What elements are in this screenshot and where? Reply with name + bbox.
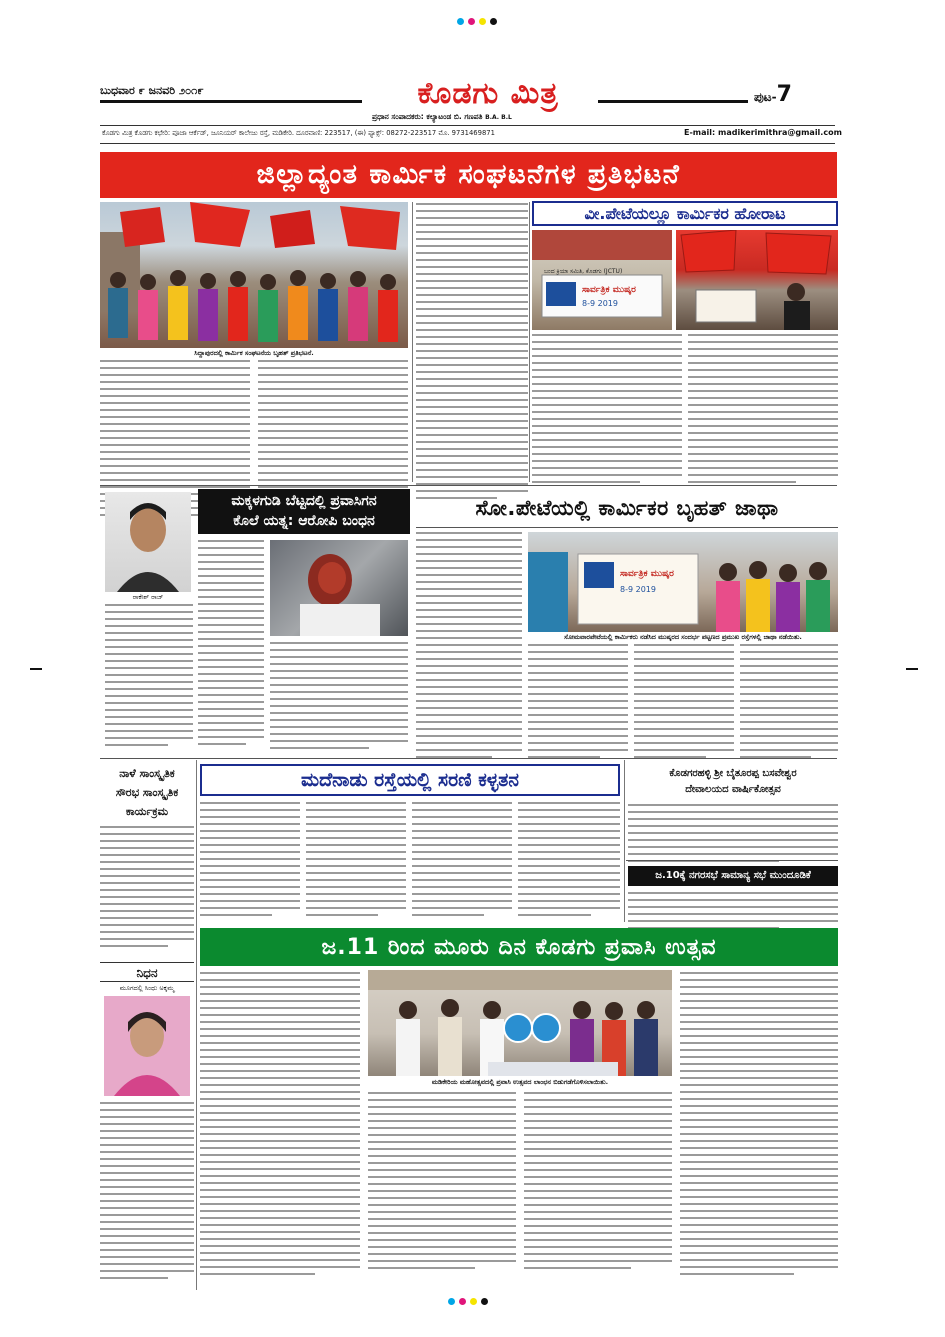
culture-article-text bbox=[100, 826, 194, 952]
registration-dot-magenta bbox=[468, 18, 475, 25]
registration-dot-cyan bbox=[457, 18, 464, 25]
obituary-headline: ನಿಧನ bbox=[100, 962, 194, 982]
festival-illustration bbox=[368, 970, 672, 1076]
makkala-article-col-3 bbox=[270, 642, 408, 754]
obituary-portrait bbox=[104, 996, 190, 1096]
spet-article-col-4 bbox=[634, 644, 734, 763]
festival-headline: ಜ.11 ರಿಂದ ಮೂರು ದಿನ ಕೊಡಗು ಪ್ರವಾಸಿ ಉತ್ಸವ bbox=[321, 934, 717, 960]
address-line: ಕೊಡಗು ಮಿತ್ರ ಕೊಡಗು ಕಛೇರಿ: ಪೂಜಾ ಆರ್ಕೆಡ್, ಜೂನಿಯರ್ ಕಾಲೇಜು ರಸ್ತೆ, ಮಡಿಕೇರಿ. ದೂರವಾಣಿ: 223517, (ಈ) ಫ್ಯಾಕ್ಸ್: 08272-223517 ಮೊ. 9731469871 bbox=[102, 129, 495, 137]
section-rule-2 bbox=[100, 758, 837, 759]
makkala-article-col-2 bbox=[198, 540, 264, 750]
temple-headline-1: ಕೊಡಗರಹಳ್ಳಿ ಶ್ರೀ ಬೈತೂರಪ್ಪ ಬಸವೇಶ್ವರ bbox=[669, 768, 797, 779]
registration-dot-left bbox=[30, 668, 42, 670]
culture-headline-block bbox=[100, 764, 194, 822]
theft-headline: ಮದೆನಾಡು ರಸ್ತೆಯಲ್ಲಿ ಸರಣಿ ಕಳ್ಳತನ bbox=[200, 764, 620, 796]
festival-article-col-1 bbox=[200, 972, 360, 1280]
editor-name: ಪ್ರಧಾನ ಸಂಪಾದಕರು: ಕಲ್ಯಾಟಂಡ ಬಿ. ಗಣಪತಿ bbox=[372, 112, 483, 121]
obituary-name: ಮೂಗದಲ್ಲಿ ಸಿಂಧು ಅಕ್ಕಮ್ಮ bbox=[119, 984, 175, 992]
address-bottom-rule bbox=[100, 143, 835, 144]
vpet-banner-strike-label: ಸಾರ್ವತ್ರಿಕ ಮುಷ್ಕರ bbox=[582, 285, 636, 295]
spet-banner-strike: ಸಾರ್ವತ್ರಿಕ ಮುಷ್ಕರ bbox=[620, 569, 674, 579]
editor-degree: B.A. B.L bbox=[485, 114, 512, 121]
makkala-article-col-1 bbox=[105, 604, 193, 751]
vpet-illustration-2 bbox=[676, 230, 838, 330]
festival-article-col-3 bbox=[524, 1092, 672, 1274]
registration-dot-yellow-bottom bbox=[470, 1298, 477, 1305]
spet-article-col-1 bbox=[416, 532, 522, 651]
column-rule-1 bbox=[412, 202, 413, 482]
theft-article-col-3 bbox=[412, 802, 512, 921]
issue-date: ಬುಧವಾರ ೯ ಜನವರಿ ೨೦೧೯ bbox=[100, 84, 204, 97]
registration-dot-right bbox=[906, 668, 918, 670]
victim-illustration bbox=[270, 540, 408, 636]
section-rule-1 bbox=[100, 485, 837, 486]
festival-headline-banner bbox=[200, 928, 838, 966]
festival-article-col-2 bbox=[368, 1092, 516, 1274]
spet-illustration bbox=[528, 532, 838, 632]
festival-article-col-4 bbox=[680, 972, 838, 1280]
spet-photo-caption: ಸೋಮವಾರಪೇಟೆಯಲ್ಲಿ ಕಾರ್ಮಿಕರು ನಡೆಸಿದ ಮುಷ್ಕರದ ಸಂದರ್ಭ ಪಟ್ಟಣದ ಪ್ರಮುಖ ರಸ್ತೆಗಳಲ್ಲಿ ಜಾಥಾ ನಡೆಯಿತು. bbox=[564, 633, 802, 641]
registration-dot-cyan-bottom bbox=[448, 1298, 455, 1305]
masthead-rule-right bbox=[598, 100, 748, 103]
spet-banner-date: 8-9 2019 bbox=[620, 585, 656, 594]
registration-dot-yellow bbox=[479, 18, 486, 25]
main-headline: ಜಿಲ್ಲಾದ್ಯಂತ ಕಾರ್ಮಿಕ ಸಂಘಟನೆಗಳ ಪ್ರತಿಭಟನೆ bbox=[256, 159, 681, 190]
temple-headline-2: ದೇವಾಲಯದ ವಾರ್ಷಿಕೋತ್ಸವ bbox=[685, 784, 781, 795]
spet-article-col-2 bbox=[416, 644, 522, 763]
vpet-protest-photo bbox=[532, 230, 672, 330]
vpet-article-col-2 bbox=[688, 334, 838, 488]
theft-article-col-4 bbox=[518, 802, 620, 921]
theft-article-col-1 bbox=[200, 802, 300, 921]
obituary-text bbox=[100, 1102, 194, 1284]
theft-article-col-2 bbox=[306, 802, 406, 921]
page-label: ಪುಟ- bbox=[754, 90, 777, 104]
protest-illustration bbox=[100, 202, 408, 348]
temple-headline-block bbox=[628, 766, 838, 800]
column-rule-3 bbox=[196, 760, 197, 1290]
culture-headline-2: ಸೌರಭ ಸಾಂಸ್ಕೃತಿಕ bbox=[115, 786, 179, 799]
spet-headline: ಸೋ.ಪೇಟೆಯಲ್ಲಿ ಕಾರ್ಮಿಕರ ಬೃಹತ್ ಜಾಥಾ bbox=[475, 496, 779, 520]
festival-photo-caption: ಮಡಿಕೇರಿಯ ಮಹೋತ್ಸವದಲ್ಲಿ ಪ್ರವಾಸಿ ಉತ್ಸವದ ಲಾಂಛನ ಬಿಡುಗಡೆಗೊಳಿಸಲಾಯಿತು. bbox=[431, 1078, 609, 1086]
makkala-headline-1: ಮಕ್ಕಳಗುಡಿ ಬೆಟ್ಟದಲ್ಲಿ ಪ್ರವಾಸಿಗನ bbox=[231, 493, 377, 509]
editor-line bbox=[372, 112, 612, 122]
protest-photo-siddapura bbox=[100, 202, 408, 348]
page-number: 7 bbox=[776, 82, 792, 107]
vpet-article-col-1 bbox=[532, 334, 682, 488]
address-top-rule bbox=[100, 125, 835, 126]
spet-article-col-5 bbox=[740, 644, 838, 763]
culture-headline-3: ಕಾರ್ಯಕ್ರಮ bbox=[125, 805, 169, 818]
spet-article-col-3 bbox=[528, 644, 628, 763]
accused-name-caption: ರಾಕೇಶ್ ರಾಜ್ bbox=[132, 593, 164, 601]
email-line: E-mail: madikerimithra@gmail.com bbox=[684, 128, 842, 137]
vpet-banner-date: 8-9 2019 bbox=[582, 299, 618, 308]
vpet-banner-text: ಬಂದ ಕ್ರಿಯಾ ಸಮಿತಿ, ಕೊಡಗು (JCTU) bbox=[544, 268, 623, 275]
makkala-headline-2: ಕೊಲೆ ಯತ್ನ: ಆರೋಪಿ ಬಂಧನ bbox=[233, 513, 375, 529]
main-headline-banner bbox=[100, 152, 837, 198]
obituary-portrait-illustration bbox=[104, 996, 190, 1096]
meeting-headline: ಜ.10ಕ್ಕೆ ನಗರಸಭೆ ಸಾಮಾನ್ಯ ಸಭೆ ಮುಂದೂಡಿಕೆ bbox=[628, 866, 838, 886]
newspaper-title: ಕೊಡಗು ಮಿತ್ರ bbox=[417, 76, 559, 111]
article-text-mid bbox=[416, 203, 528, 504]
makkala-headline-block bbox=[198, 489, 410, 534]
column-rule-2 bbox=[529, 202, 530, 482]
column-rule-4 bbox=[624, 760, 625, 922]
vpet-speaker-photo bbox=[676, 230, 838, 330]
festival-logo-release-photo bbox=[368, 970, 672, 1076]
registration-dot-magenta-bottom bbox=[459, 1298, 466, 1305]
spet-headline-rule bbox=[416, 527, 838, 528]
culture-headline-1: ನಾಳೆ ಸಾಂಸ್ಕೃತಿಕ bbox=[119, 767, 175, 780]
masthead-rule-left bbox=[100, 100, 362, 103]
page-number-block bbox=[754, 82, 792, 107]
temple-article-text bbox=[628, 804, 838, 867]
vpet-illustration-1 bbox=[532, 230, 672, 330]
spet-jatha-photo bbox=[528, 532, 838, 632]
vpet-headline: ವೀ.ಪೇಟೆಯಲ್ಲೂ ಕಾರ್ಮಿಕರ ಹೋರಾಟ bbox=[532, 201, 838, 226]
section-rule-3 bbox=[626, 860, 838, 861]
registration-dot-black bbox=[490, 18, 497, 25]
victim-photo bbox=[270, 540, 408, 636]
photo-caption-siddapura: ಸಿದ್ದಾಪುರದಲ್ಲಿ ಕಾರ್ಮಿಕ ಸಂಘಟನೆಯ ಬೃಹತ್ ಪ್ರತಿಭಟನೆ. bbox=[194, 349, 314, 357]
portrait-illustration bbox=[105, 492, 191, 592]
registration-dot-black-bottom bbox=[481, 1298, 488, 1305]
accused-portrait bbox=[105, 492, 191, 592]
